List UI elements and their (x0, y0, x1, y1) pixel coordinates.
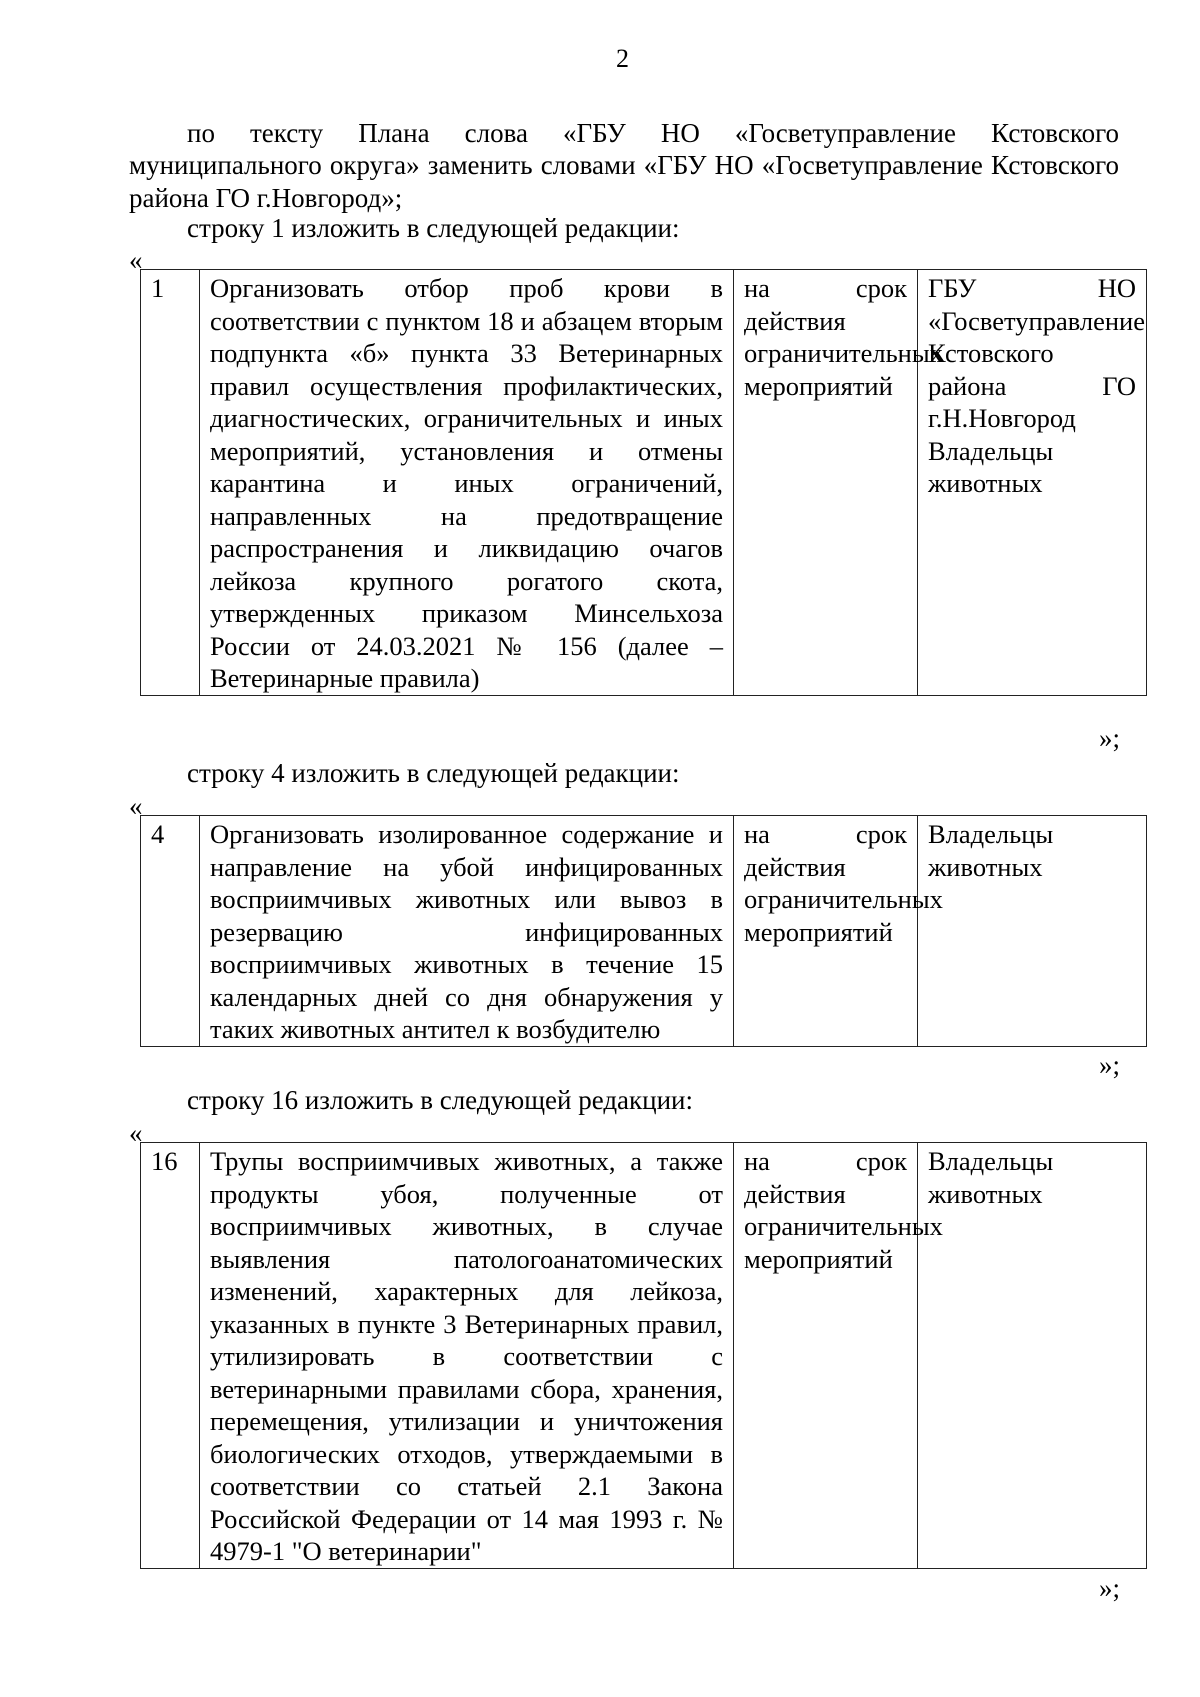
table-row (141, 1143, 1147, 1569)
table-row (141, 270, 1147, 696)
term-cell: на срок действия ограничительных мероприятий (734, 1143, 918, 1569)
closing-quote: »; (1098, 1050, 1120, 1080)
table-row (141, 816, 1147, 1047)
closing-quote: »; (1098, 723, 1120, 753)
intro-paragraph: по тексту Плана слова «ГБУ НО «Госветуправление Кстовского муниципального округа» заменить словами «ГБУ НО «Госветуправление Кстовского района ГО г.Новгород»; (129, 118, 1119, 213)
opening-quote: « (129, 1118, 143, 1148)
row-number-cell: 1 (141, 270, 200, 696)
amendment-intro-row-4: строку 4 изложить в следующей редакции: (187, 758, 680, 788)
page-number: 2 (616, 44, 629, 73)
measure-cell: Организовать отбор проб крови в соответствии с пунктом 18 и абзацем вторым подпункта «б» пункта 33 Ветеринарных правил осуществления профилактических, диагностических, ограничительных и иных мероприятий, установления и отмены карантина и иных ограничений, направленных на предотвращение распространения и ликвидацию очагов лейкоза крупного рогатого скота, утвержденных приказом Минсельхоза России от 24.03.2021 № 156 (далее – Ветеринарные правила) (200, 270, 734, 696)
row-number-cell: 4 (141, 816, 200, 1047)
row-number-cell: 16 (141, 1143, 200, 1569)
opening-quote: « (129, 245, 143, 275)
amendment-table-row-4 (140, 815, 1147, 1047)
executor-cell: Владельцы животных (918, 1143, 1147, 1569)
closing-quote: »; (1098, 1573, 1120, 1603)
measure-cell: Организовать изолированное содержание и направление на убой инфицированных восприимчивых животных или вывоз в резервацию инфицированных восприимчивых животных в течение 15 календарных дней со дня обнаружения у таких животных антител к возбудителю (200, 816, 734, 1047)
term-cell: на срок действия ограничительных мероприятий (734, 270, 918, 696)
amendment-intro-row-16: строку 16 изложить в следующей редакции: (187, 1085, 694, 1115)
amendment-intro-row-1: строку 1 изложить в следующей редакции: (187, 213, 680, 243)
amendment-table-row-1 (140, 269, 1147, 696)
executor-cell: ГБУ НО «Госветуправление Кстовского района ГО г.Н.Новгород Владельцы животных (918, 270, 1147, 696)
term-cell: на срок действия ограничительных мероприятий (734, 816, 918, 1047)
executor-cell: Владельцы животных (918, 816, 1147, 1047)
amendment-table-row-16 (140, 1142, 1147, 1569)
measure-cell: Трупы восприимчивых животных, а также продукты убоя, полученные от восприимчивых животных, в случае выявления патологоанатомических изменений, характерных для лейкоза, указанных в пункте 3 Ветеринарных правил, утилизировать в соответствии с ветеринарными правилами сбора, хранения, перемещения, утилизации и уничтожения биологических отходов, утверждаемыми в соответствии со статьей 2.1 Закона Российской Федерации от 14 мая 1993 г. № 4979-1 "О ветеринарии" (200, 1143, 734, 1569)
opening-quote: « (129, 791, 143, 821)
